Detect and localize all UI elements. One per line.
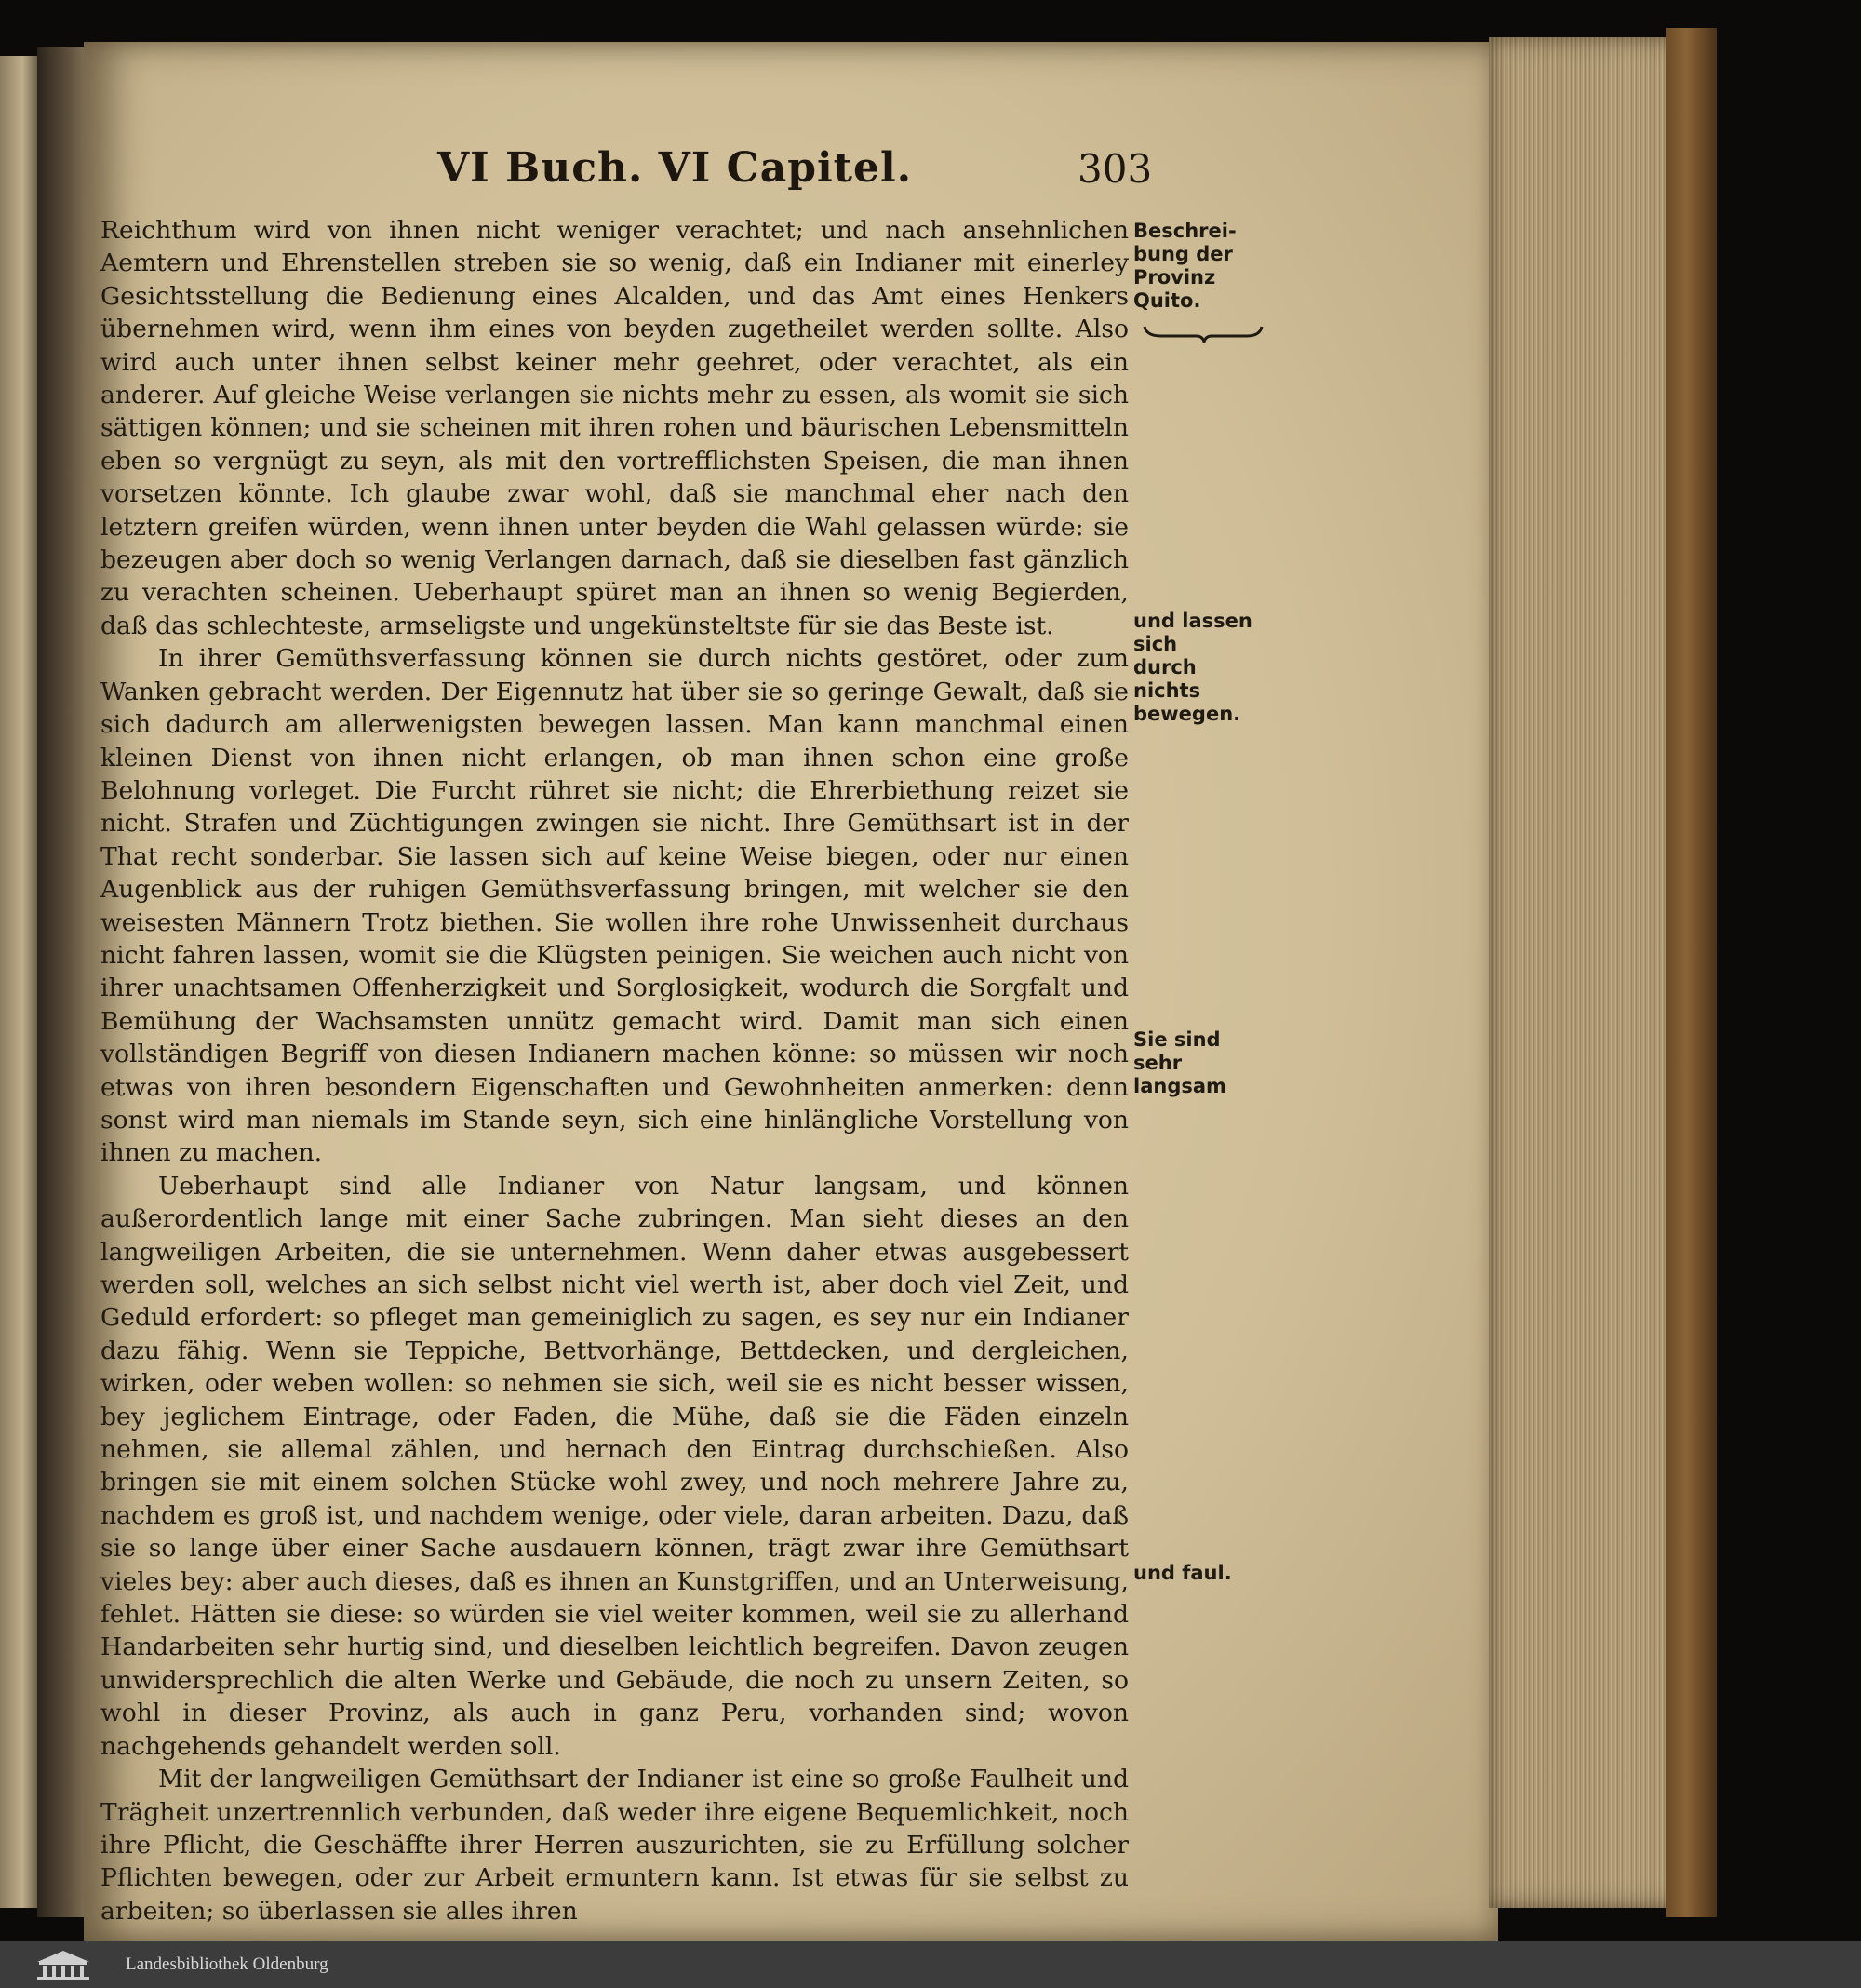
margin-note-line: Beschrei- [1133,220,1237,242]
page-edges [1489,37,1689,1908]
margin-note-line: Provinz [1133,266,1216,289]
margin-note-line: bewegen. [1133,703,1241,725]
margin-note-line: Sie sind [1133,1028,1221,1051]
margin-note-line: und lassen sich [1133,610,1252,655]
paragraph: Ueberhaupt sind alle Indianer von Natur langsam, und können außerordentlich lange mit einer Sache zubringen. Man sieht dieses an den langweiligen Arbeiten, die sie unternehmen. Wenn daher etwas ausgebessert werden soll, welches an sich selbst nicht viel werth ist, aber doch viel Zeit, und Geduld erfordert: so pfleget man gemeiniglich zu sagen, es sey nur ein Indianer dazu fähig. Wenn sie Teppiche, Bettvorhänge, Bettdecken, und dergleichen, wirken, oder weben wollen: so nehmen sie sich, weil sie es nicht besser wissen, bey jeglichem Eintrage, oder Faden, die Mühe, daß sie die Fäden einzeln nehmen, sie allemal zählen, und hernach den Eintrag durchschießen. Also bringen sie mit einem solchen Stücke wohl zwey, und noch mehrere Jahre zu, nachdem es groß ist, und nachdem wenige, oder viele, daran arbeiten. Dazu, daß sie so lange über einer Sache ausdauern können, trägt zwar ihre Gemüthsart vieles bey: aber auch dieses, daß es ihnen an Kunstgriffen, und an Unterweisung, fehlet. Hätten sie diese: so würden sie viel weiter kommen, weil sie zu allerhand Handarbeiten sehr hurtig sind, und dieselben leichtlich begreifen. Davon zeugen unwidersprechlich die alten Werke und Gebäude, die noch zu unsern Zeiten, so wohl in dieser Provinz, als auch in ganz Peru, vorhanden sind; wovon nachgehends gehandelt werden soll. [100,1171,1129,1761]
margin-note-line: sehr langsam [1133,1052,1226,1097]
paragraph: Mit der langweiligen Gemüthsart der Indianer ist eine so große Faulheit und Trägheit unzertrennlich verbunden, daß weder ihre eigene Bequemlichkeit, noch ihre Pflicht, die Geschäffte ihrer Herren auszurichten, sie zu Erfüllung solcher Pflichten bewegen, oder zur Arbeit ermuntern kann. Ist etwas für sie selbst zu arbeiten; so überlassen sie alles ihren [100,1765,1129,1926]
footer-bar [0,1941,1861,1988]
margin-note-description [1133,220,1254,313]
library-building-icon [35,1949,91,1981]
margin-note-line: Quito. [1133,289,1201,312]
margin-note-lazy [1133,1562,1254,1585]
brace-ornament [1143,321,1264,343]
chapter-heading: VI Buch. VI Capitel. [437,144,913,192]
paragraph: In ihrer Gemüthsverfassung können sie durch nichts gestöret, oder zum Wanken gebracht werden. Der Eigennutz hat über sie so geringe Gewalt, daß sie sich dadurch am allerwenigsten bewegen lassen. Man kann manchmal einen kleinen Dienst von ihnen nicht erlangen, ob man ihnen schon eine große Belohnung vorleget. Die Furcht rühret sie nicht; die Ehrerbiethung reizet sie nicht. Strafen und Züchtigungen zwingen sie nicht. Ihre Gemüthsart ist in der That recht sonderbar. Sie lassen sich auf keine Weise biegen, oder nur einen Augenblick aus der ruhigen Gemüthsverfassung bringen, mit welcher sie den weisesten Männern Trotz biethen. Sie wollen ihre rohe Unwissenheit durchaus nicht fahren lassen, womit sie die Klügsten peinigen. Sie weichen auch nicht von ihrer unachtsamen Offenherzigkeit und Sorglosigkeit, wodurch die Sorgfalt und Bemühung der Wachsamsten unnütz gemacht wird. Damit man sich einen vollständigen Begriff von diesen Indianern machen könne: so müssen wir noch etwas von ihren besondern Eigenschaften und Gewohnheiten anmerken: denn sonst wird man niemals im Stande seyn, sich eine hinlängliche Vorstellung von ihnen zu machen. [100,644,1129,1168]
margin-note-slow [1133,1028,1254,1098]
paragraph: Reichthum wird von ihnen nicht weniger verachtet; und nach ansehnlichen Aemtern und Ehrenstellen streben sie so wenig, daß ein Indianer mit einerley Gesichtsstellung die Bedienung eines Alcalden, und das Amt eines Henkers übernehmen wird, wenn ihm eines von beyden zugetheilet werden sollte. Also wird auch unter ihnen selbst keiner mehr geehret, oder verachtet, als ein anderer. Auf gleiche Weise verlangen sie nichts mehr zu essen, als womit sie sich sättigen können; und sie scheinen mit ihren rohen und bäurischen Lebensmitteln eben so vergnügt zu seyn, als mit den vortrefflichsten Speisen, die man ihnen vorsetzen könnte. Ich glaube zwar wohl, daß sie manchmal eher nach den letztern greifen würden, wenn ihnen unter beyden die Wahl gelassen würde: sie bezeugen aber doch so wenig Verlangen darnach, daß sie dieselben fast gänzlich zu verachten scheinen. Ueberhaupt spüret man an ihnen so wenig Begierden, daß das schlechteste, armseligste und ungekünsteltste für sie das Beste ist. [100,216,1129,640]
page-number: 303 [1078,146,1153,192]
running-header [437,144,1275,200]
left-page-edge [0,56,37,1908]
book-cover-edge [1666,28,1717,1917]
main-text [100,214,1129,1928]
margin-note-unmoved [1133,610,1254,726]
margin-note-line: bung der [1133,243,1233,265]
margin-note-line: und faul. [1133,1562,1232,1584]
library-name: Landesbibliothek Oldenburg [126,1954,328,1974]
margin-note-line: durch nichts [1133,656,1201,702]
